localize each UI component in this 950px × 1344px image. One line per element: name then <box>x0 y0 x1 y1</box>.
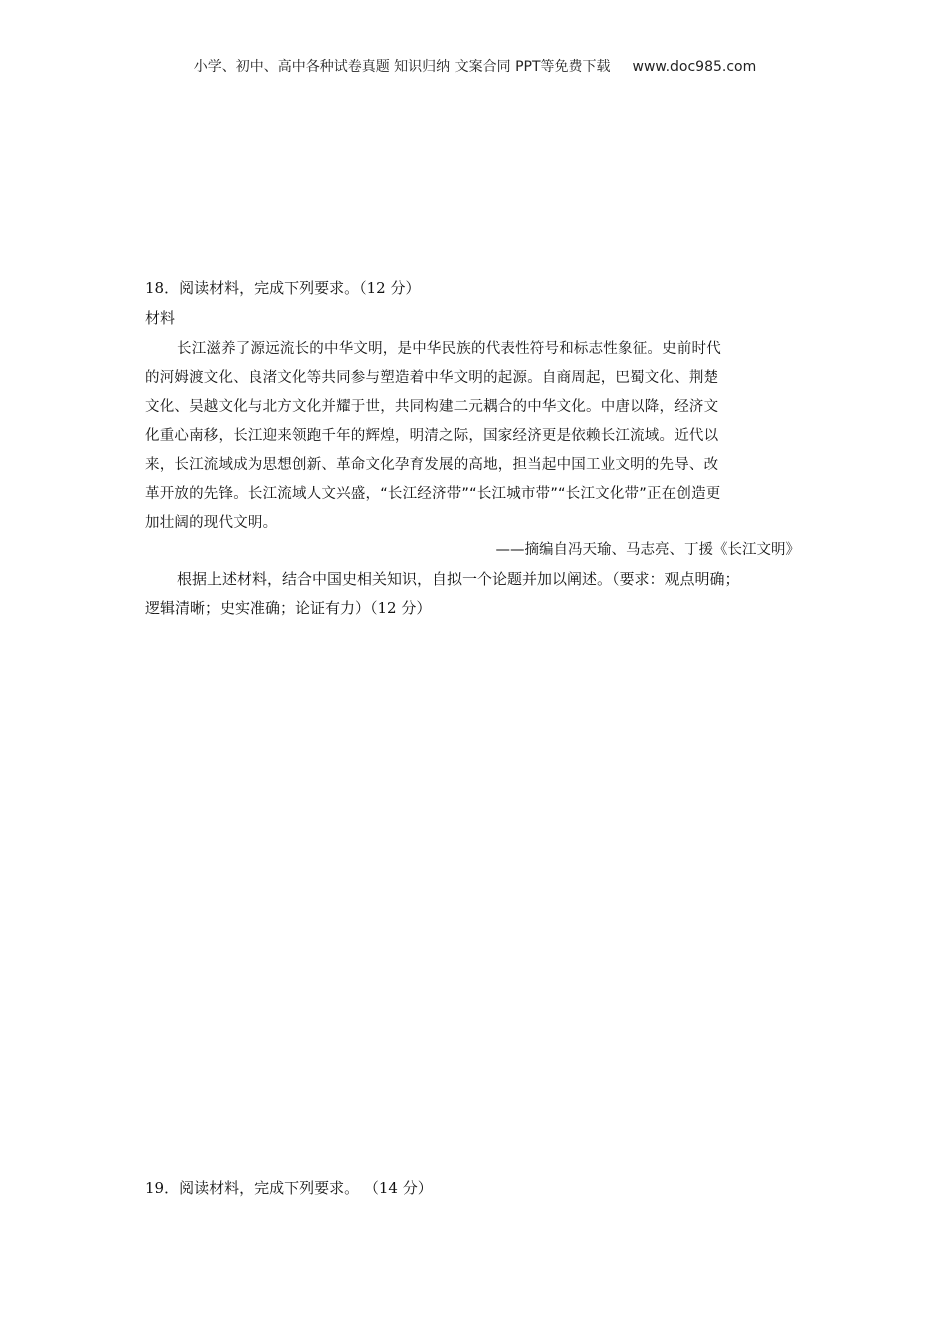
header-text: 小学、初中、高中各种试卷真题 知识归纳 文案合同 PPT等免费下载 <box>193 59 611 75</box>
material-line: 文化、吴越文化与北方文化并耀于世，共同构建二元耦合的中华文化。中唐以降，经济文 <box>145 399 719 415</box>
question-18-requirement-cont: 逻辑清晰；史实准确；论证有力）（12 分） <box>145 599 432 617</box>
question-19-title: 19．阅读材料，完成下列要求。 （14 分） <box>145 1179 433 1197</box>
question-18-title: 18．阅读材料，完成下列要求。（12 分） <box>145 279 421 297</box>
material-line: 加壮阔的现代文明。 <box>145 515 278 531</box>
material-line: 革开放的先锋。长江流域人文兴盛，“长江经济带”“长江城市带”“长江文化带”正在创造更 <box>145 486 721 502</box>
header-site: www.doc985.com <box>632 59 757 75</box>
material-source: ——摘编自冯天瑜、马志亮、丁援《长江文明》 <box>495 542 800 558</box>
material-line: 的河姆渡文化、良渚文化等共同参与塑造着中华文明的起源。自商周起，巴蜀文化、荆楚 <box>145 370 719 386</box>
material-label: 材料 <box>145 309 176 327</box>
question-18-requirement: 根据上述材料，结合中国史相关知识，自拟一个论题并加以阐述。（要求：观点明确； <box>177 570 740 588</box>
material-line: 长江滋养了源远流长的中华文明，是中华民族的代表性符号和标志性象征。史前时代 <box>177 341 721 357</box>
material-line: 来，长江流域成为思想创新、革命文化孕育发展的高地，担当起中国工业文明的先导、改 <box>145 457 719 473</box>
page-header <box>0 56 950 76</box>
material-line: 化重心南移，长江迎来领跑千年的辉煌，明清之际，国家经济更是依赖长江流域。近代以 <box>145 428 719 444</box>
